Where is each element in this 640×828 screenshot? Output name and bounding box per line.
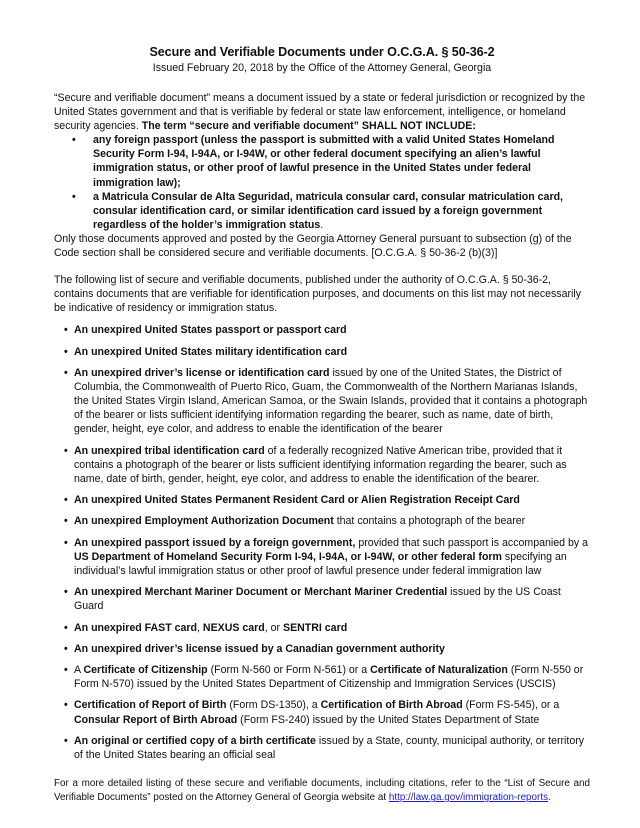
document-name: An unexpired tribal identification card	[74, 444, 265, 457]
document-name: An original or certified copy of a birth certificate	[74, 734, 316, 747]
intro-paragraph: The following list of secure and verifiable documents, published under the authority of O.C.G.A. § 50-36-2, contains documents that are verifiable for identification purposes, and documents on this list may not necessarily be indicative of residency or immigration status.	[54, 274, 582, 315]
document-description: (Form FS-545), or a	[462, 699, 560, 712]
bullet-icon: •	[64, 734, 68, 747]
document-name: An unexpired driver’s license or identification card	[74, 366, 330, 379]
exclusion-list	[54, 133, 590, 232]
bullet-icon: •	[72, 190, 76, 203]
document-description: provided that such passport is accompanied by a	[355, 536, 588, 549]
document-description: , or	[264, 621, 283, 634]
document-name: Certification of Report of Birth	[74, 699, 227, 712]
document-name: Certificate of Naturalization	[370, 664, 508, 677]
document-description: (Form FS-240) issued by the United States Department of State	[237, 713, 540, 726]
document-name: An unexpired Merchant Mariner Document or Merchant Mariner Credential	[74, 586, 448, 599]
bullet-icon: •	[64, 515, 68, 528]
document-name: An unexpired United States military identification card	[74, 345, 348, 358]
document-list-item	[54, 734, 590, 762]
bullet-icon: •	[64, 366, 68, 379]
document-name: An unexpired FAST card	[74, 621, 198, 634]
bullet-icon: •	[64, 642, 68, 655]
document-list-item	[54, 663, 590, 691]
document-description: issued by a State, county, municipal authority, or territory of the United States bearing an official seal	[74, 734, 585, 761]
document-list-item	[54, 536, 590, 578]
document-list-item	[54, 585, 590, 613]
document-description: of a federally recognized Native American tribe, provided that it contains a photograph of the bearer or lists sufficient identifying information regarding the bearer, such as name, date of birth, gender, height, eye color, and address to enable the identification of the bearer.	[74, 444, 567, 485]
approval-note: Only those documents approved and posted by the Georgia Attorney General pursuant to subsection (g) of the Code section shall be considered secure and verifiable documents. [O.C.G.A. § 50-36-2 (b)(3)]	[54, 232, 572, 260]
footer-paragraph: For a more detailed listing of these secure and verifiable documents, including citations, refer to the “List of Secure and Verifiable Documents” posted on the Attorney General of Georgia website at http://law.ga.gov/immigration-reports.	[54, 778, 590, 804]
document-name: An unexpired driver’s license issued by a Canadian government authority	[74, 642, 445, 655]
document-description: (Form N-560 or Form N-561) or a	[207, 664, 371, 677]
document-description: issued by one of the United States, the District of Columbia, the Commonwealth of Puerto Rico, Guam, the Commonwealth of the Northern Marianas Islands, the United States Virgin Island, American Samoa, or the Swain Islands, provided that it contains a photograph of the bearer or lists sufficient identifying information regarding the bearer, such as name, date of birth, gender, height, eye color, and address to enable the identification of the bearer	[74, 366, 588, 436]
document-name: An unexpired United States Permanent Resident Card or Alien Registration Receipt Card	[74, 494, 520, 507]
document-name: NEXUS card	[202, 621, 265, 634]
document-list-item	[54, 345, 590, 359]
document-name: An unexpired United States passport or passport card	[74, 324, 347, 337]
document-name: An unexpired passport issued by a foreign government,	[74, 536, 356, 549]
exclusion-item: • a Matricula Consular de Alta Seguridad, matricula consular card, consular matriculation card, consular identification card, or similar identification card issued by a foreign government regardless of the holder’s immigration status.	[72, 190, 563, 231]
document-description: ,	[197, 621, 203, 634]
document-list-item	[54, 642, 590, 656]
document-name: Consular Report of Birth Abroad	[74, 713, 238, 726]
document-list-item	[54, 323, 590, 337]
document-list-item	[54, 514, 590, 528]
document-name: An unexpired Employment Authorization Document	[74, 515, 334, 528]
document-description: (Form N-550 or Form N-570) issued by the United States Department of Citizenship and Immigration Services (USCIS)	[74, 664, 584, 691]
bullet-icon: •	[64, 444, 68, 457]
bullet-icon: •	[64, 621, 68, 634]
bullet-icon: •	[64, 586, 68, 599]
document-list-item	[54, 444, 590, 486]
bullet-icon: •	[64, 699, 68, 712]
definition-text: “Secure and verifiable document” means a document issued by a state or federal jurisdiction or recognized by the United States government and that is verifiable by federal or state law enforcement, intelligence, or homeland security agencies.	[54, 92, 586, 133]
document-list-item	[54, 366, 590, 436]
document-name: US Department of Homeland Security Form I-94, I-94A, or I-94W, or other federal form	[74, 550, 502, 563]
document-name: SENTRI card	[283, 621, 348, 634]
document-description: (Form DS-1350), a	[226, 699, 321, 712]
document-name: Certificate of Citizenship	[83, 664, 208, 677]
bullet-icon: •	[64, 494, 68, 507]
immigration-reports-link[interactable]: http://law.ga.gov/immigration-reports	[388, 792, 549, 804]
definition-paragraph	[54, 91, 590, 133]
page-subtitle: Issued February 20, 2018 by the Office of the Attorney General, Georgia	[152, 62, 492, 74]
footer-text: For a more detailed listing of these secure and verifiable documents, including citations, refer to the “List of Secure and Verifiable Documents” posted on the Attorney General of Georgia website at	[54, 778, 590, 804]
document-list-item	[54, 621, 590, 635]
bullet-icon: •	[64, 664, 68, 677]
bullet-icon: •	[72, 134, 76, 147]
document-description: specifying an individual’s lawful immigration status or other proof of lawful presence under federal immigration law	[74, 550, 567, 577]
document-description: that contains a photograph of the bearer	[333, 515, 526, 528]
bullet-icon: •	[64, 536, 68, 549]
documents-list	[54, 323, 590, 762]
document-list-item	[54, 493, 590, 507]
bullet-icon: •	[64, 345, 68, 358]
document-description: A	[74, 664, 84, 677]
document-description: issued by the US Coast Guard	[74, 586, 561, 613]
document-page	[54, 44, 590, 815]
definition-exclusion-heading: The term “secure and verifiable document” SHALL NOT INCLUDE:	[141, 120, 476, 133]
exclusion-item: • any foreign passport (unless the passport is submitted with a valid United States Homeland Security Form I-94, I-94A, or I-94W, or other federal document specifying an alien’s lawful immigration status, or other proof of lawful presence in the United States under federal immigration law);	[72, 134, 555, 189]
document-list-item	[54, 698, 590, 726]
page-title: Secure and Verifiable Documents under O.C.G.A. § 50-36-2	[149, 45, 495, 59]
bullet-icon: •	[64, 324, 68, 337]
document-name: Certification of Birth Abroad	[320, 699, 463, 712]
